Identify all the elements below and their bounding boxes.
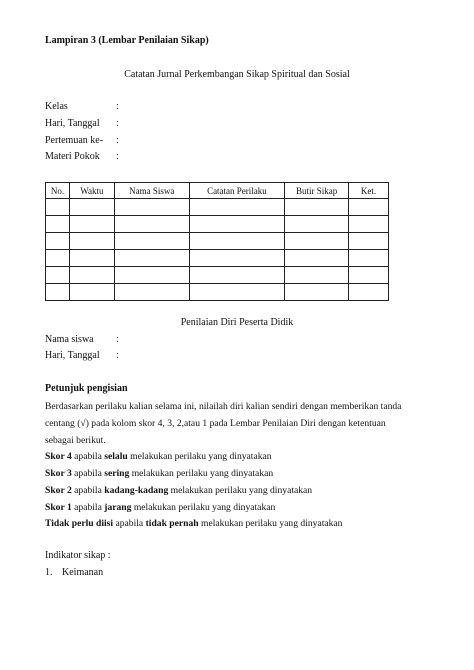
table-cell [114, 250, 189, 267]
score-post: melakukan perilaku yang dinyatakan [127, 451, 272, 462]
header-butir-sikap: Butir Sikap [285, 183, 349, 199]
table-cell [189, 199, 285, 216]
info-sep-kelas: : [116, 101, 119, 112]
table-cell [285, 233, 349, 250]
table-cell [69, 199, 114, 216]
score-pre: apabila [71, 468, 105, 479]
score-keyword: sering [104, 468, 130, 479]
header-waktu: Waktu [69, 183, 114, 199]
info-sep-hari-tanggal: : [116, 118, 119, 129]
table-cell [349, 216, 389, 233]
score-label: Skor 1 [45, 502, 72, 513]
table-cell [46, 284, 70, 301]
table-cell [46, 216, 70, 233]
student-label-nama: Nama siswa [45, 334, 94, 345]
self-assessment-title: Penilaian Diri Peserta Didik [180, 317, 294, 328]
score-keyword: selalu [104, 451, 128, 462]
table-cell [46, 267, 70, 284]
table-cell [46, 233, 70, 250]
table-cell [189, 284, 285, 301]
info-label-hari-tanggal: Hari, Tanggal [45, 118, 100, 129]
paragraph-line: sebagai berikut. [45, 435, 106, 446]
header-catatan-perilaku: Catatan Perilaku [189, 183, 285, 199]
student-label-hari-tanggal: Hari, Tanggal [45, 350, 100, 361]
score-label: Tidak perlu diisi [45, 518, 114, 529]
indicator-text: Keimanan [62, 567, 104, 578]
score-pre: apabila [71, 502, 105, 513]
student-sep-nama: : [116, 334, 119, 345]
score-pre: apabila [113, 518, 146, 529]
score-item [45, 469, 273, 479]
table-cell [114, 284, 189, 301]
table-row [46, 250, 389, 267]
observation-table [45, 182, 389, 301]
score-item [45, 486, 312, 496]
indicator-title: Indikator sikap : [45, 550, 111, 561]
header-no: No. [46, 183, 70, 199]
header-nama-siswa: Nama Siswa [114, 183, 189, 199]
page-heading: Lampiran 3 (Lembar Penilaian Sikap) [45, 35, 209, 46]
table-cell [349, 233, 389, 250]
table-cell [349, 284, 389, 301]
score-pre: apabila [71, 485, 105, 496]
header-ket: Ket. [349, 183, 389, 199]
table-header-row [46, 183, 389, 199]
info-label-materi: Materi Pokok [45, 151, 100, 162]
table-row [46, 216, 389, 233]
table-cell [46, 250, 70, 267]
table-cell [285, 250, 349, 267]
score-item [45, 503, 275, 513]
indicator-number: 1. [45, 567, 53, 578]
paragraph-line: Berdasarkan perilaku kalian selama ini, nilailah diri kalian sendiri dengan memberikan tanda [45, 401, 402, 412]
table-cell [189, 216, 285, 233]
table-cell [69, 284, 114, 301]
table-cell [285, 199, 349, 216]
table-cell [69, 250, 114, 267]
score-label: Skor 4 [45, 451, 72, 462]
table-cell [69, 267, 114, 284]
table-cell [349, 250, 389, 267]
table-cell [114, 216, 189, 233]
table-cell [114, 233, 189, 250]
table-cell [69, 216, 114, 233]
score-item [45, 519, 342, 529]
info-label-pertemuan: Pertemuan ke- [45, 135, 104, 146]
score-label: Skor 3 [45, 468, 72, 479]
table-row [46, 199, 389, 216]
score-item [45, 452, 272, 462]
table-cell [114, 199, 189, 216]
table-cell [69, 233, 114, 250]
info-sep-materi: : [116, 151, 119, 162]
table-cell [349, 199, 389, 216]
table-cell [189, 267, 285, 284]
table-cell [285, 267, 349, 284]
score-post: melakukan perilaku yang dinyatakan [168, 485, 313, 496]
table-cell [349, 267, 389, 284]
score-label: Skor 2 [45, 485, 72, 496]
info-sep-pertemuan: : [116, 135, 119, 146]
info-label-kelas: Kelas [45, 101, 68, 112]
table-cell [189, 250, 285, 267]
score-pre: apabila [71, 451, 105, 462]
student-sep-hari-tanggal: : [116, 350, 119, 361]
score-keyword: tidak pernah [145, 518, 199, 529]
table-body [46, 199, 389, 301]
paragraph-line: centang (√) pada kolom skor 4, 3, 2,atau 1 pada Lembar Penilaian Diri dengan ketentuan [45, 418, 386, 429]
table-row [46, 284, 389, 301]
table-cell [46, 199, 70, 216]
table-cell [114, 267, 189, 284]
journal-title: Catatan Jurnal Perkembangan Sikap Spiritual dan Sosial [124, 69, 350, 80]
instructions-title: Petunjuk pengisian [45, 383, 128, 394]
score-post: melakukan perilaku yang dinyatakan [131, 502, 276, 513]
table-row [46, 267, 389, 284]
score-keyword: kadang-kadang [104, 485, 169, 496]
table-cell [189, 233, 285, 250]
score-post: melakukan perilaku yang dinyatakan [129, 468, 274, 479]
table-cell [285, 284, 349, 301]
score-post: melakukan perilaku yang dinyatakan [198, 518, 343, 529]
score-keyword: jarang [104, 502, 132, 513]
table-cell [285, 216, 349, 233]
table-row [46, 233, 389, 250]
